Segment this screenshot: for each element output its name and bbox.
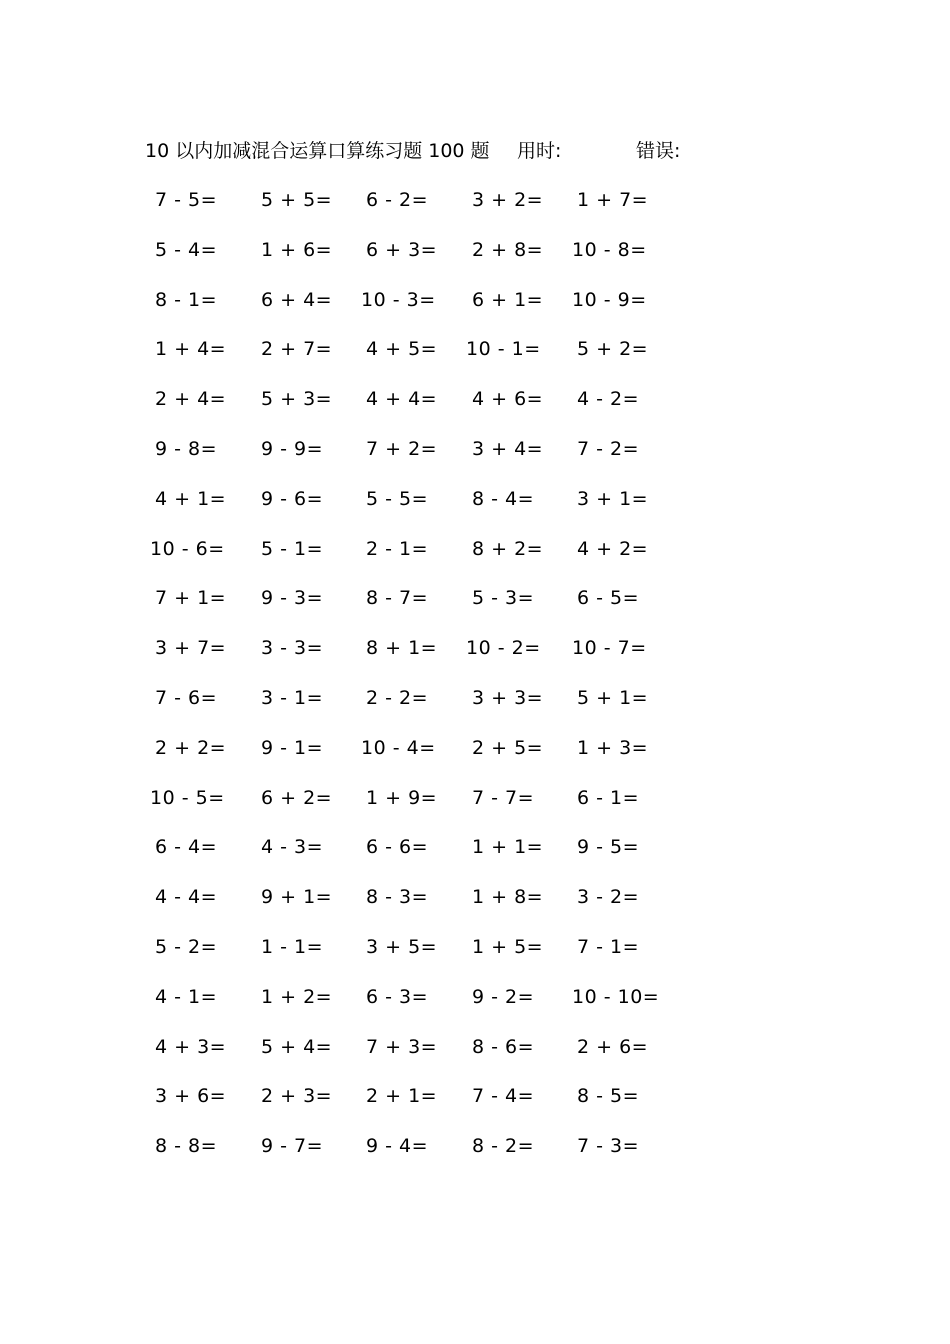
problem-item: 6 - 2= xyxy=(366,189,429,211)
error-count-label: 错误: xyxy=(636,140,681,162)
problem-row xyxy=(145,1126,685,1176)
problem-item: 6 + 1= xyxy=(472,288,544,311)
problem-item: 9 - 6= xyxy=(261,487,324,510)
problem-item: 5 + 1= xyxy=(577,686,649,709)
problem-item: 8 - 1= xyxy=(155,288,218,311)
problem-item: 8 - 5= xyxy=(577,1085,640,1108)
problem-item: 3 + 2= xyxy=(472,189,544,211)
problem-row xyxy=(145,180,685,230)
problem-item: 4 + 2= xyxy=(577,537,649,560)
problem-item: 6 - 1= xyxy=(577,786,640,809)
problem-item: 2 - 2= xyxy=(366,686,429,709)
problem-item: 9 - 1= xyxy=(261,736,324,759)
problem-item: 5 - 2= xyxy=(155,935,218,958)
problem-item: 10 - 2= xyxy=(466,637,541,660)
problem-row xyxy=(145,529,685,579)
problem-row xyxy=(145,1027,685,1077)
problem-item: 3 + 4= xyxy=(472,437,544,460)
time-used-label: 用时: xyxy=(517,140,562,162)
problem-item: 5 - 1= xyxy=(261,537,324,560)
problem-item: 7 - 6= xyxy=(155,686,218,709)
problem-item: 10 - 3= xyxy=(361,288,436,311)
problem-item: 7 - 2= xyxy=(577,437,640,460)
problem-item: 9 - 7= xyxy=(261,1135,324,1158)
problem-item: 5 - 5= xyxy=(366,487,429,510)
problem-item: 3 - 3= xyxy=(261,637,324,660)
problem-item: 1 + 4= xyxy=(155,338,227,361)
problem-item: 2 + 7= xyxy=(261,338,333,361)
problem-item: 3 - 1= xyxy=(261,686,324,709)
problem-item: 4 + 4= xyxy=(366,388,438,411)
problem-row xyxy=(145,379,685,429)
problem-item: 3 - 2= xyxy=(577,886,640,909)
problem-item: 8 - 8= xyxy=(155,1135,218,1158)
problem-item: 2 + 3= xyxy=(261,1085,333,1108)
problem-item: 7 - 5= xyxy=(155,189,218,211)
problem-row xyxy=(145,628,685,678)
worksheet-title: 10 以内加减混合运算口算练习题 100 题 xyxy=(145,140,490,162)
problem-item: 4 - 2= xyxy=(577,388,640,411)
problem-item: 4 - 3= xyxy=(261,836,324,859)
problem-item: 8 - 2= xyxy=(472,1135,535,1158)
problem-item: 7 + 2= xyxy=(366,437,438,460)
problem-item: 2 + 6= xyxy=(577,1035,649,1058)
problem-item: 6 + 3= xyxy=(366,238,438,261)
problem-item: 9 - 8= xyxy=(155,437,218,460)
problem-item: 2 + 1= xyxy=(366,1085,438,1108)
problem-row xyxy=(145,927,685,977)
problem-item: 9 + 1= xyxy=(261,886,333,909)
problem-item: 7 + 1= xyxy=(155,587,227,610)
problem-row xyxy=(145,230,685,280)
problem-item: 10 - 7= xyxy=(572,637,647,660)
problem-item: 7 - 7= xyxy=(472,786,535,809)
problem-item: 4 + 5= xyxy=(366,338,438,361)
problem-item: 5 + 5= xyxy=(261,189,333,211)
problem-item: 9 - 5= xyxy=(577,836,640,859)
problem-item: 2 + 8= xyxy=(472,238,544,261)
problem-item: 3 + 7= xyxy=(155,637,227,660)
problem-item: 3 + 3= xyxy=(472,686,544,709)
problem-row xyxy=(145,329,685,379)
problem-row xyxy=(145,578,685,628)
problem-item: 9 - 4= xyxy=(366,1135,429,1158)
problem-item: 4 + 6= xyxy=(472,388,544,411)
problem-item: 4 - 1= xyxy=(155,985,218,1008)
problem-item: 8 - 3= xyxy=(366,886,429,909)
problem-item: 10 - 10= xyxy=(572,985,660,1008)
problem-item: 10 - 9= xyxy=(572,288,647,311)
problem-item: 1 + 3= xyxy=(577,736,649,759)
problem-item: 6 - 5= xyxy=(577,587,640,610)
problem-item: 6 - 3= xyxy=(366,985,429,1008)
problem-row xyxy=(145,678,685,728)
problem-item: 10 - 8= xyxy=(572,238,647,261)
problem-item: 8 + 2= xyxy=(472,537,544,560)
problem-item: 2 - 1= xyxy=(366,537,429,560)
problem-item: 2 + 2= xyxy=(155,736,227,759)
problem-item: 5 - 3= xyxy=(472,587,535,610)
problem-row xyxy=(145,877,685,927)
problem-row xyxy=(145,479,685,529)
problem-row xyxy=(145,429,685,479)
problem-item: 6 + 2= xyxy=(261,786,333,809)
problem-item: 1 + 7= xyxy=(577,189,649,211)
problem-row xyxy=(145,827,685,877)
problem-row xyxy=(145,778,685,828)
problem-item: 10 - 4= xyxy=(361,736,436,759)
problem-item: 6 + 4= xyxy=(261,288,333,311)
problem-item: 5 - 4= xyxy=(155,238,218,261)
problem-item: 6 - 4= xyxy=(155,836,218,859)
problem-item: 7 + 3= xyxy=(366,1035,438,1058)
problem-item: 8 - 4= xyxy=(472,487,535,510)
problem-item: 1 + 8= xyxy=(472,886,544,909)
problem-item: 7 - 3= xyxy=(577,1135,640,1158)
problem-item: 3 + 6= xyxy=(155,1085,227,1108)
problem-row xyxy=(145,1076,685,1126)
problem-item: 5 + 4= xyxy=(261,1035,333,1058)
problem-item: 9 - 9= xyxy=(261,437,324,460)
problem-item: 10 - 6= xyxy=(150,537,225,560)
problem-item: 7 - 1= xyxy=(577,935,640,958)
problem-item: 8 - 7= xyxy=(366,587,429,610)
problem-item: 10 - 5= xyxy=(150,786,225,809)
problem-grid xyxy=(145,180,685,1176)
problem-row xyxy=(145,728,685,778)
problem-item: 3 + 5= xyxy=(366,935,438,958)
problem-item: 8 + 1= xyxy=(366,637,438,660)
problem-item: 7 - 4= xyxy=(472,1085,535,1108)
problem-item: 9 - 3= xyxy=(261,587,324,610)
worksheet-header xyxy=(145,137,765,165)
problem-item: 2 + 5= xyxy=(472,736,544,759)
problem-item: 4 + 1= xyxy=(155,487,227,510)
problem-item: 1 - 1= xyxy=(261,935,324,958)
problem-item: 8 - 6= xyxy=(472,1035,535,1058)
problem-item: 1 + 9= xyxy=(366,786,438,809)
problem-item: 1 + 5= xyxy=(472,935,544,958)
problem-item: 3 + 1= xyxy=(577,487,649,510)
problem-item: 1 + 2= xyxy=(261,985,333,1008)
problem-item: 10 - 1= xyxy=(466,338,541,361)
problem-item: 5 + 2= xyxy=(577,338,649,361)
problem-item: 6 - 6= xyxy=(366,836,429,859)
problem-item: 1 + 6= xyxy=(261,238,333,261)
problem-row xyxy=(145,280,685,330)
problem-row xyxy=(145,977,685,1027)
problem-item: 9 - 2= xyxy=(472,985,535,1008)
problem-item: 1 + 1= xyxy=(472,836,544,859)
problem-item: 4 - 4= xyxy=(155,886,218,909)
problem-item: 5 + 3= xyxy=(261,388,333,411)
problem-item: 2 + 4= xyxy=(155,388,227,411)
problem-item: 4 + 3= xyxy=(155,1035,227,1058)
